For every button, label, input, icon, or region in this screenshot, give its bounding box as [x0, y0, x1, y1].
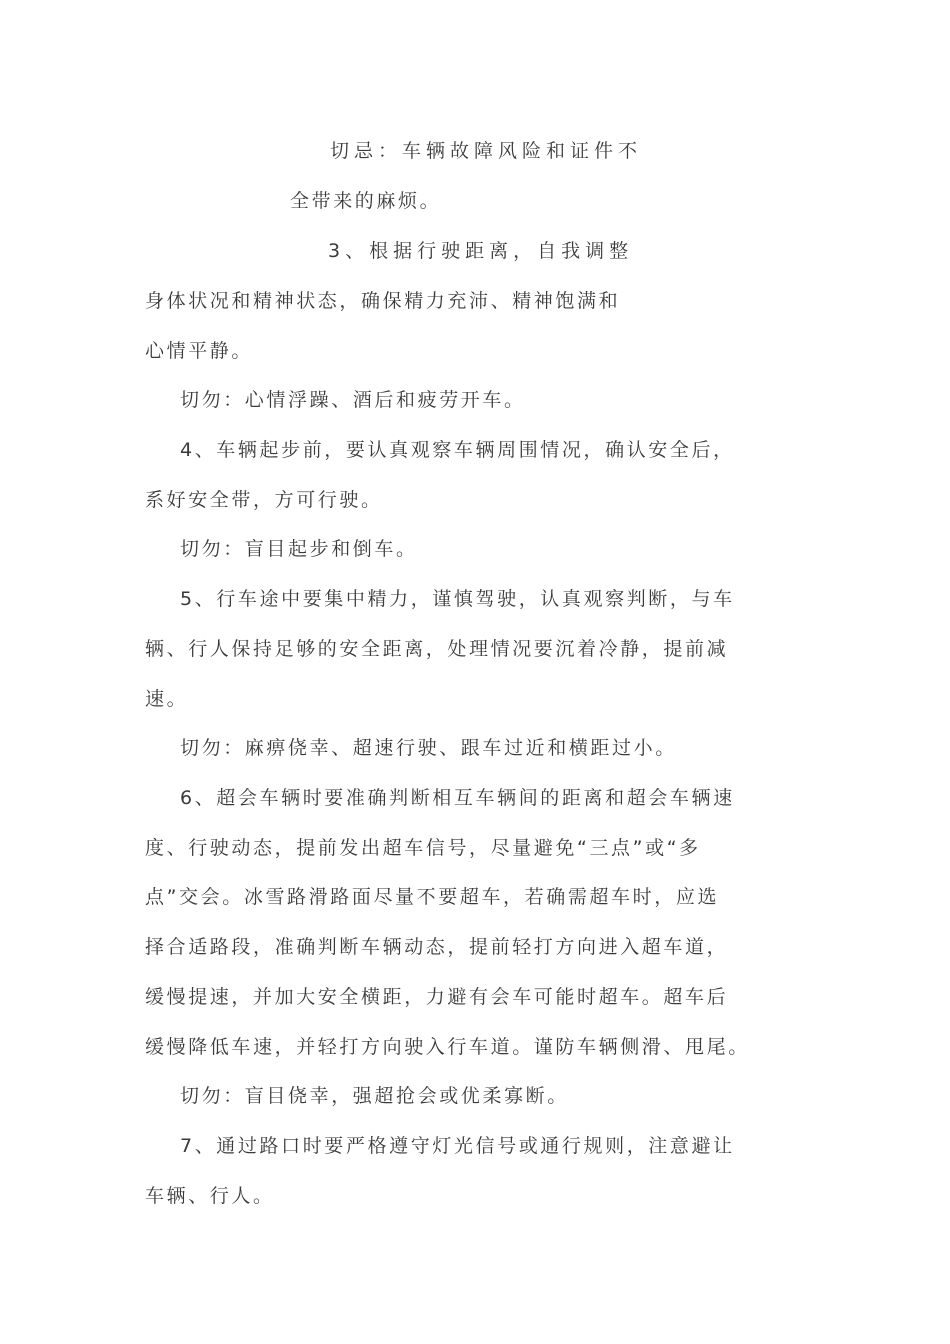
text-line: 身体状况和精神状态，确保精力充沛、精神饱满和 — [145, 290, 621, 312]
text-line: 切勿：盲目起步和倒车。 — [180, 538, 418, 560]
text-line: 缓慢提速，并加大安全横距，力避有会车可能时超车。超车后 — [145, 986, 729, 1008]
text-line: 缓慢降低车速，并轻打方向驶入行车道。谨防车辆侧滑、甩尾。 — [145, 1036, 750, 1058]
text-line: 切勿：盲目侥幸，强超抢会或优柔寡断。 — [180, 1085, 569, 1107]
text-line: 7、通过路口时要严格遵守灯光信号或通行规则，注意避让 — [180, 1135, 735, 1157]
text-line: 全带来的麻烦。 — [290, 190, 442, 212]
text-line: 切勿：麻痹侥幸、超速行驶、跟车过近和横距过小。 — [180, 737, 677, 759]
text-line: 3、根据行驶距离，自我调整 — [328, 240, 634, 262]
text-line: 点”交会。冰雪路滑路面尽量不要超车，若确需超车时，应选 — [145, 886, 720, 908]
text-line: 度、行驶动态，提前发出超车信号，尽量避免“三点”或“多 — [145, 837, 701, 859]
text-line: 心情平静。 — [145, 340, 254, 362]
text-line: 4、车辆起步前，要认真观察车辆周围情况，确认安全后， — [180, 439, 735, 461]
text-line: 系好安全带，方可行驶。 — [145, 489, 383, 511]
text-line: 5、行车途中要集中精力，谨慎驾驶，认真观察判断，与车 — [180, 588, 735, 610]
text-line: 辆、行人保持足够的安全距离，处理情况要沉着冷静，提前减 — [145, 638, 729, 660]
text-line: 速。 — [145, 688, 189, 710]
text-line: 切忌：车辆故障风险和证件不 — [330, 140, 643, 162]
text-line: 择合适路段，准确判断车辆动态，提前轻打方向进入超车道， — [145, 936, 729, 958]
text-line: 车辆、行人。 — [145, 1185, 275, 1207]
text-line: 6、超会车辆时要准确判断相互车辆间的距离和超会车辆速 — [180, 787, 735, 809]
text-line: 切勿：心情浮躁、酒后和疲劳开车。 — [180, 389, 526, 411]
